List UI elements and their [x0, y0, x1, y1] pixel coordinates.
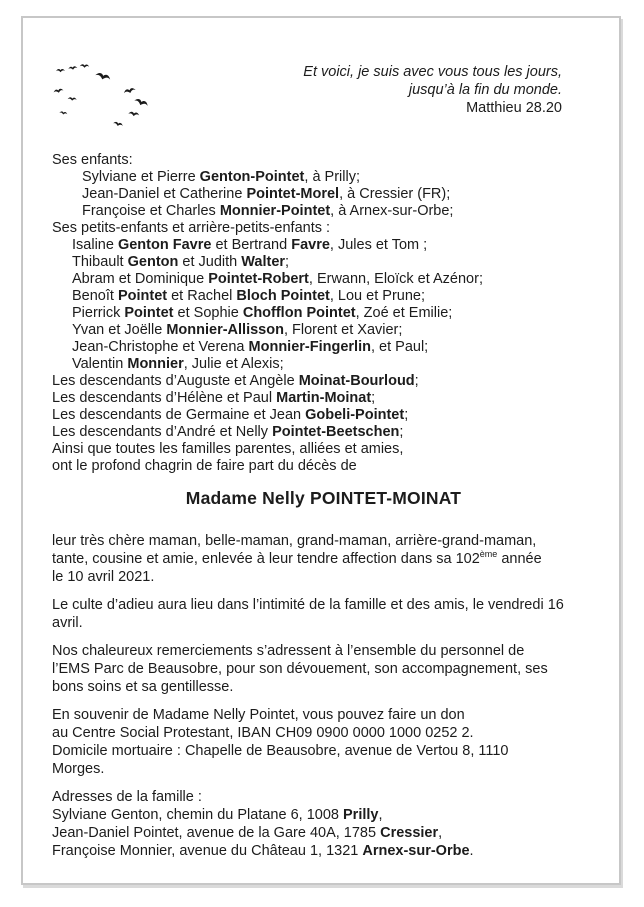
text-segment: ;	[404, 407, 409, 423]
text-line	[52, 568, 595, 586]
text-segment: ;	[414, 373, 419, 389]
text-segment: Les descendants d’Hélène et Paul	[52, 390, 277, 406]
bird-silhouette	[133, 97, 148, 107]
text-segment: Abram et Dominique	[72, 271, 209, 287]
text-segment: , à Arnex-sur-Orbe;	[330, 203, 454, 219]
text-segment: Françoise et Charles	[82, 203, 220, 219]
family-name-bold: Cressier	[380, 825, 439, 841]
text-line	[52, 788, 595, 806]
text-segment: Thibault	[72, 254, 128, 270]
quote-line-2: jusqu’à la fin du monde.	[408, 82, 562, 98]
text-segment: et Rachel	[167, 288, 237, 304]
flying-birds-image	[49, 58, 164, 146]
bird-silhouette	[123, 87, 136, 94]
family-name-bold: Monnier-Fingerlin	[248, 339, 371, 355]
text-line	[52, 373, 595, 390]
text-segment: , et Paul;	[370, 339, 429, 355]
text-segment: Morges.	[52, 761, 105, 777]
text-segment: , à Cressier (FR);	[339, 186, 451, 202]
text-segment: tante, cousine et amie, enlevée à leur tendre affection dans sa 102	[52, 551, 480, 567]
bird-silhouette	[53, 88, 63, 93]
text-segment: l’EMS Parc de Beausobre, pour son dévouement, son accompagnement, ses	[52, 661, 548, 677]
family-name-bold: Genton-Pointet	[199, 169, 305, 185]
text-segment: Le culte d’adieu aura lieu dans l’intimité de la famille et des amis, le vendredi 16	[52, 597, 564, 613]
text-line	[52, 760, 595, 778]
family-name-bold: Monnier	[127, 356, 184, 372]
text-segment: Valentin	[72, 356, 128, 372]
text-segment: ,	[438, 825, 443, 841]
text-segment: , Zoé et Emilie;	[355, 305, 453, 321]
text-segment: Ses petits-enfants et arrière-petits-enfants :	[52, 220, 331, 236]
text-segment: année	[497, 551, 542, 567]
family-name-bold: Genton	[127, 254, 179, 270]
family-name-bold: Bloch Pointet	[236, 288, 330, 304]
family-name-bold: Prilly	[343, 807, 379, 823]
text-segment: .	[469, 843, 474, 859]
text-segment: et Judith	[178, 254, 242, 270]
text-line	[52, 288, 595, 305]
paragraph-farewell-service	[52, 596, 595, 632]
text-segment: , Erwann, Eloïck et Azénor;	[308, 271, 483, 287]
family-list	[52, 152, 595, 475]
bird-silhouette	[95, 72, 111, 82]
text-line	[52, 424, 595, 441]
text-line	[52, 706, 595, 724]
text-segment: , Florent et Xavier;	[283, 322, 403, 338]
text-segment: , à Prilly;	[304, 169, 360, 185]
bird-silhouette	[113, 121, 124, 127]
text-segment: ;	[399, 424, 404, 440]
text-segment: Jean-Daniel et Catherine	[82, 186, 247, 202]
text-line	[52, 806, 595, 824]
text-line	[52, 596, 595, 614]
text-line	[52, 203, 595, 220]
text-line	[52, 550, 595, 568]
family-name-bold: Pointet-Beetschen	[272, 424, 400, 440]
quote-attribution: Matthieu 28.20	[466, 100, 562, 116]
text-segment: Les descendants de Germaine et Jean	[52, 407, 306, 423]
text-line	[52, 152, 595, 169]
text-line	[52, 724, 595, 742]
family-name-bold: Pointet-Robert	[208, 271, 309, 287]
paragraph-family-addresses	[52, 788, 595, 860]
family-name-bold: Gobeli-Pointet	[305, 407, 405, 423]
text-segment: ,	[378, 807, 383, 823]
text-segment: Sylviane Genton, chemin du Platane 6, 1008	[52, 807, 343, 823]
text-line	[52, 322, 595, 339]
family-name-bold: Pointet-Morel	[246, 186, 340, 202]
family-name-bold: Walter	[241, 254, 286, 270]
family-name-bold: Chofflon Pointet	[242, 305, 356, 321]
text-segment: ème	[479, 549, 498, 560]
bird-silhouette	[80, 64, 90, 68]
text-segment: ont le profond chagrin de faire part du décès de	[52, 458, 357, 474]
bird-silhouette	[59, 111, 67, 116]
text-line	[52, 169, 595, 186]
text-segment: ;	[285, 254, 290, 270]
text-segment: , Julie et Alexis;	[183, 356, 284, 372]
text-segment: le 10 avril 2021.	[52, 569, 155, 585]
family-name-bold: Monnier-Pointet	[219, 203, 331, 219]
text-line	[52, 390, 595, 407]
family-name-bold: Monnier-Allisson	[166, 322, 284, 338]
bird-silhouette	[68, 66, 77, 70]
text-line	[52, 532, 595, 550]
text-segment: , Lou et Prune;	[329, 288, 425, 304]
text-segment: Ainsi que toutes les familles parentes, alliées et amies,	[52, 441, 404, 457]
bird-silhouette	[128, 111, 140, 117]
text-line	[52, 237, 595, 254]
text-segment: Ses enfants:	[52, 152, 133, 168]
text-line	[52, 254, 595, 271]
text-segment: Pierrick	[72, 305, 125, 321]
text-segment: ;	[371, 390, 376, 406]
text-segment: Isaline	[72, 237, 118, 253]
paragraph-thanks	[52, 642, 595, 696]
text-line	[52, 271, 595, 288]
paragraph-donation-mortuary	[52, 706, 595, 778]
bird-silhouette	[56, 69, 65, 72]
text-segment: , Jules et Tom ;	[329, 237, 428, 253]
family-name-bold: Pointet	[124, 305, 174, 321]
text-segment: Adresses de la famille :	[52, 789, 202, 805]
text-segment: Jean-Christophe et Verena	[72, 339, 249, 355]
text-segment: En souvenir de Madame Nelly Pointet, vous pouvez faire un don	[52, 707, 465, 723]
text-segment: Domicile mortuaire : Chapelle de Beausobre, avenue de Vertou 8, 1110	[52, 743, 509, 759]
text-line	[52, 407, 595, 424]
obituary-page	[21, 16, 621, 885]
text-segment: au Centre Social Protestant, IBAN CH09 0900 0000 1000 0252 2.	[52, 725, 474, 741]
quote-line-1: Et voici, je suis avec vous tous les jours,	[303, 64, 562, 80]
text-line	[52, 678, 595, 696]
text-line	[52, 441, 595, 458]
text-segment: leur très chère maman, belle-maman, grand-maman, arrière-grand-maman,	[52, 533, 537, 549]
text-segment: Nos chaleureux remerciements s’adressent à l’ensemble du personnel de	[52, 643, 525, 659]
text-line	[52, 339, 595, 356]
family-name-bold: Moinat-Bourloud	[298, 373, 415, 389]
text-segment: et Sophie	[173, 305, 243, 321]
text-line	[52, 186, 595, 203]
text-line	[52, 458, 595, 475]
family-name-bold: Favre	[291, 237, 330, 253]
text-segment: Les descendants d’Auguste et Angèle	[52, 373, 299, 389]
text-line	[52, 660, 595, 678]
text-segment: Benoît	[72, 288, 118, 304]
text-line	[52, 614, 595, 632]
text-segment: Françoise Monnier, avenue du Château 1, 1321	[52, 843, 363, 859]
text-line	[52, 824, 595, 842]
text-segment: et Bertrand	[211, 237, 292, 253]
text-line	[52, 742, 595, 760]
text-line	[52, 356, 595, 373]
text-line	[52, 842, 595, 860]
text-segment: bons soins et sa gentillesse.	[52, 679, 234, 695]
text-segment: Jean-Daniel Pointet, avenue de la Gare 40A, 1785	[52, 825, 381, 841]
text-line	[52, 642, 595, 660]
text-line	[52, 305, 595, 322]
bird-silhouette	[68, 97, 77, 101]
text-line	[52, 220, 595, 237]
paragraph-circumstances	[52, 532, 595, 586]
family-name-bold: Arnex-sur-Orbe	[362, 843, 470, 859]
text-segment: Les descendants d’André et Nelly	[52, 424, 273, 440]
family-name-bold: Genton Favre	[117, 237, 212, 253]
family-name-bold: Pointet	[117, 288, 168, 304]
family-name-bold: Martin-Moinat	[276, 390, 372, 406]
text-segment: avril.	[52, 615, 83, 631]
text-segment: Sylviane et Pierre	[82, 169, 200, 185]
text-segment: Yvan et Joëlle	[72, 322, 167, 338]
deceased-name-title: Madame Nelly POINTET-MOINAT	[185, 488, 462, 508]
